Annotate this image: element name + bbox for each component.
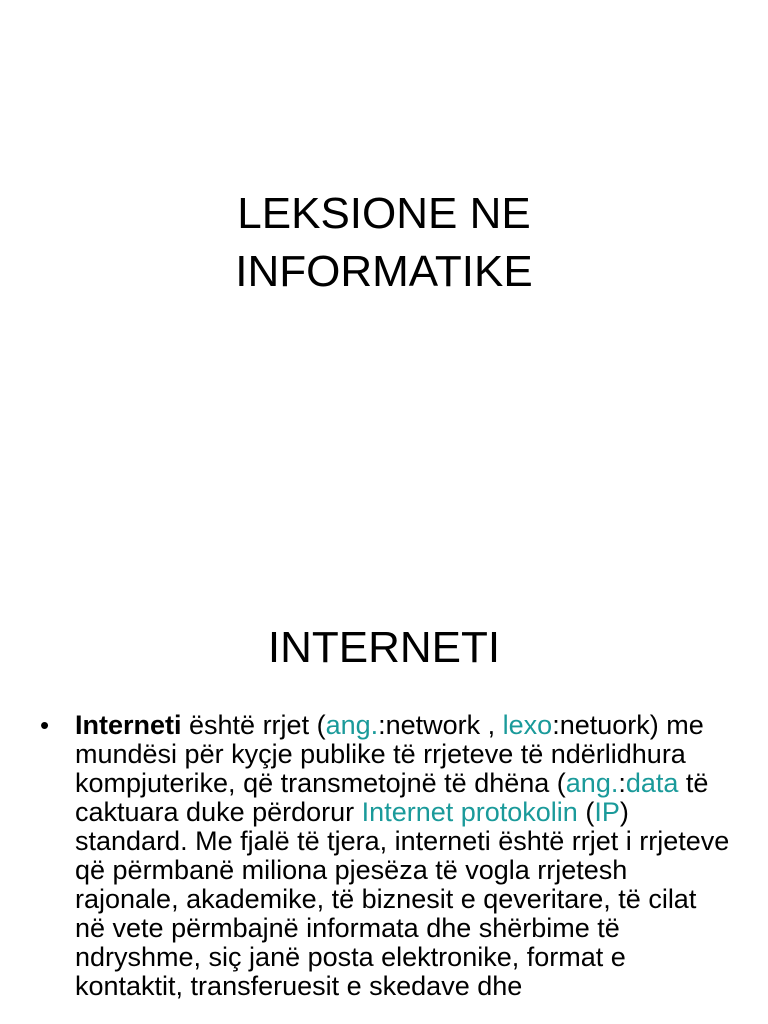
title-line-1: LEKSIONE NE xyxy=(237,189,531,238)
bullet-text xyxy=(75,711,730,1001)
text-segment: është rrjet ( xyxy=(181,710,326,740)
text-segment: të caktuara duke përdorur xyxy=(75,768,709,827)
text-segment: :network , xyxy=(378,710,503,740)
text-segment: : xyxy=(618,768,626,798)
link-internet-protokolin[interactable]: Internet protokolin xyxy=(361,797,578,827)
link-ip[interactable]: IP xyxy=(594,797,620,827)
text-segment: :netuork) me mundësi për kyçje publike të rrjeteve të ndërlidhura kompjuterike, që transmetojnë të dhëna ( xyxy=(75,710,704,798)
bullet-paragraph xyxy=(40,711,730,1001)
bold-term: Interneti xyxy=(75,710,182,740)
link-lexo[interactable]: lexo xyxy=(502,710,553,740)
title-line-2: INFORMATIKE xyxy=(235,247,533,296)
link-ang-2[interactable]: ang. xyxy=(565,768,619,798)
bullet-marker: • xyxy=(40,710,50,740)
link-ang[interactable]: ang. xyxy=(325,710,379,740)
section-heading: INTERNETI xyxy=(267,623,501,672)
slide-title xyxy=(0,185,768,301)
text-segment: ) standard. Me fjalë të tjera, interneti është rrjet i rrjeteve që përmbanë miliona pjesëza të vogla rrjetesh rajonale, akademike, të biznesit e qeveritare, të cilat në vete përmbajnë informata dhe shërbime të ndryshme, siç janë posta elektronike, format e kontaktit, transferuesit e skedave dhe xyxy=(75,797,730,1001)
text-segment: ( xyxy=(577,797,595,827)
link-data[interactable]: data xyxy=(625,768,679,798)
